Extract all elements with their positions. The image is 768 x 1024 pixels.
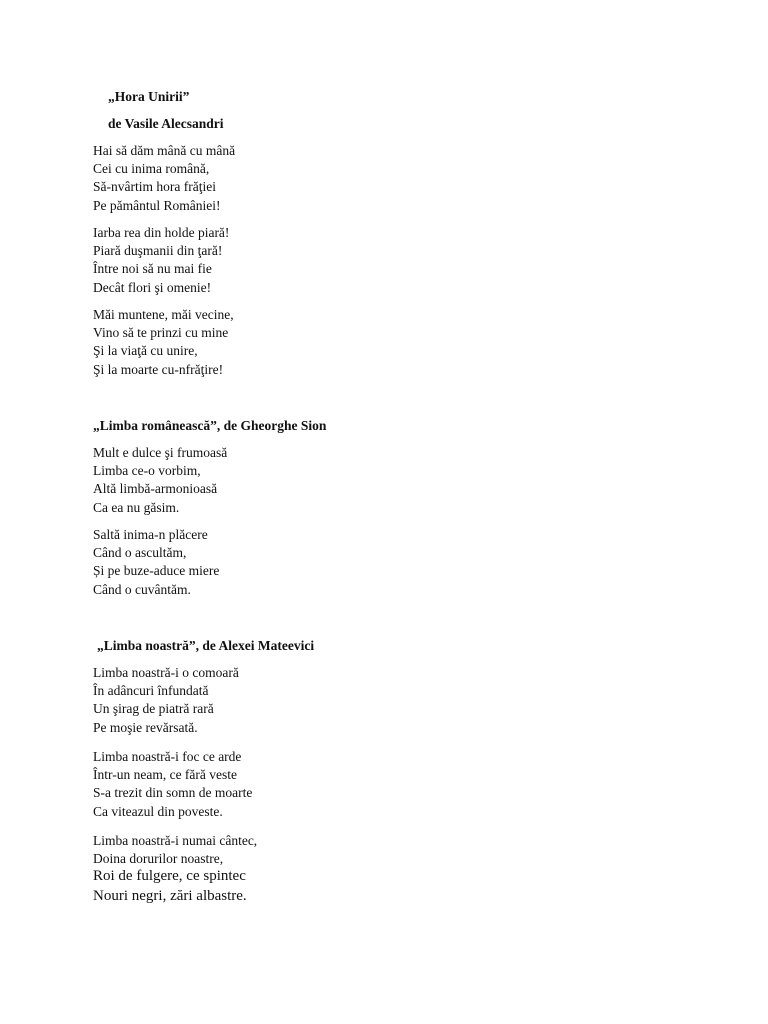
- poem-3-stanza-2: [93, 748, 252, 821]
- verse-line: Piară duşmanii din ţară!: [93, 243, 223, 259]
- verse-line: Ca viteazul din poveste.: [93, 803, 223, 819]
- verse-line: Doina dorurilor noastre,: [93, 851, 224, 867]
- verse-line: Măi muntene, măi vecine,: [93, 307, 234, 322]
- verse-line: Și pe buze-aduce miere: [93, 563, 220, 579]
- verse-line: Limba noastră-i foc ce arde: [93, 749, 242, 764]
- verse-line: Pe moşie revărsată.: [93, 719, 198, 735]
- verse-line: Decât flori şi omenie!: [93, 279, 212, 295]
- poem-1-stanza-2: [93, 224, 229, 297]
- poem-1-stanza-1: [93, 142, 235, 215]
- verse-line: Pe pământul României!: [93, 197, 221, 213]
- verse-line: Hai să dăm mână cu mână: [93, 143, 236, 158]
- poem-3-stanza-3: [93, 832, 257, 868]
- verse-line: În adâncuri înfundată: [93, 683, 209, 699]
- verse-line: Şi la moarte cu-nfrăţire!: [93, 361, 224, 377]
- verse-line: Limba noastră-i numai cântec,: [93, 833, 258, 848]
- poem-1-stanza-3: [93, 306, 234, 379]
- verse-line: Şi la viaţă cu unire,: [93, 343, 198, 359]
- verse-line: Nouri negri, zări albastre.: [93, 887, 247, 904]
- verse-line: Mult e dulce şi frumoasă: [93, 445, 228, 460]
- verse-line: Cei cu inima română,: [93, 161, 210, 177]
- poem-2-stanza-2: [93, 526, 219, 599]
- verse-line: Într-un neam, ce fără veste: [93, 767, 238, 783]
- poem-2-stanza-1: [93, 444, 227, 517]
- verse-line: Să-nvârtim hora frăţiei: [93, 179, 216, 195]
- poem-1-title: „Hora Unirii”: [108, 89, 190, 104]
- verse-line: Un şirag de piatră rară: [93, 701, 214, 717]
- poem-3-stanza-3-continued: [93, 867, 247, 906]
- verse-line: Când o cuvântăm.: [93, 581, 191, 597]
- verse-line: Roi de fulgere, ce spintec: [93, 868, 246, 884]
- poem-1-author: de Vasile Alecsandri: [108, 116, 224, 131]
- verse-line: Iarba rea din holde piară!: [93, 225, 230, 240]
- verse-line: Ca ea nu găsim.: [93, 499, 180, 515]
- verse-line: S-a trezit din somn de moarte: [93, 785, 253, 801]
- verse-line: Altă limbă-armonioasă: [93, 481, 218, 497]
- verse-line: Când o ascultăm,: [93, 545, 187, 561]
- verse-line: Saltă inima-n plăcere: [93, 527, 208, 542]
- poem-2-title: „Limba românească”, de Gheorghe Sion: [93, 418, 327, 433]
- poem-3-stanza-1: [93, 664, 239, 737]
- poem-3-title: „Limba noastră”, de Alexei Mateevici: [97, 638, 315, 653]
- verse-line: Limba ce-o vorbim,: [93, 463, 201, 479]
- verse-line: Limba noastră-i o comoară: [93, 665, 239, 680]
- verse-line: Vino să te prinzi cu mine: [93, 325, 229, 341]
- verse-line: Între noi să nu mai fie: [93, 261, 212, 277]
